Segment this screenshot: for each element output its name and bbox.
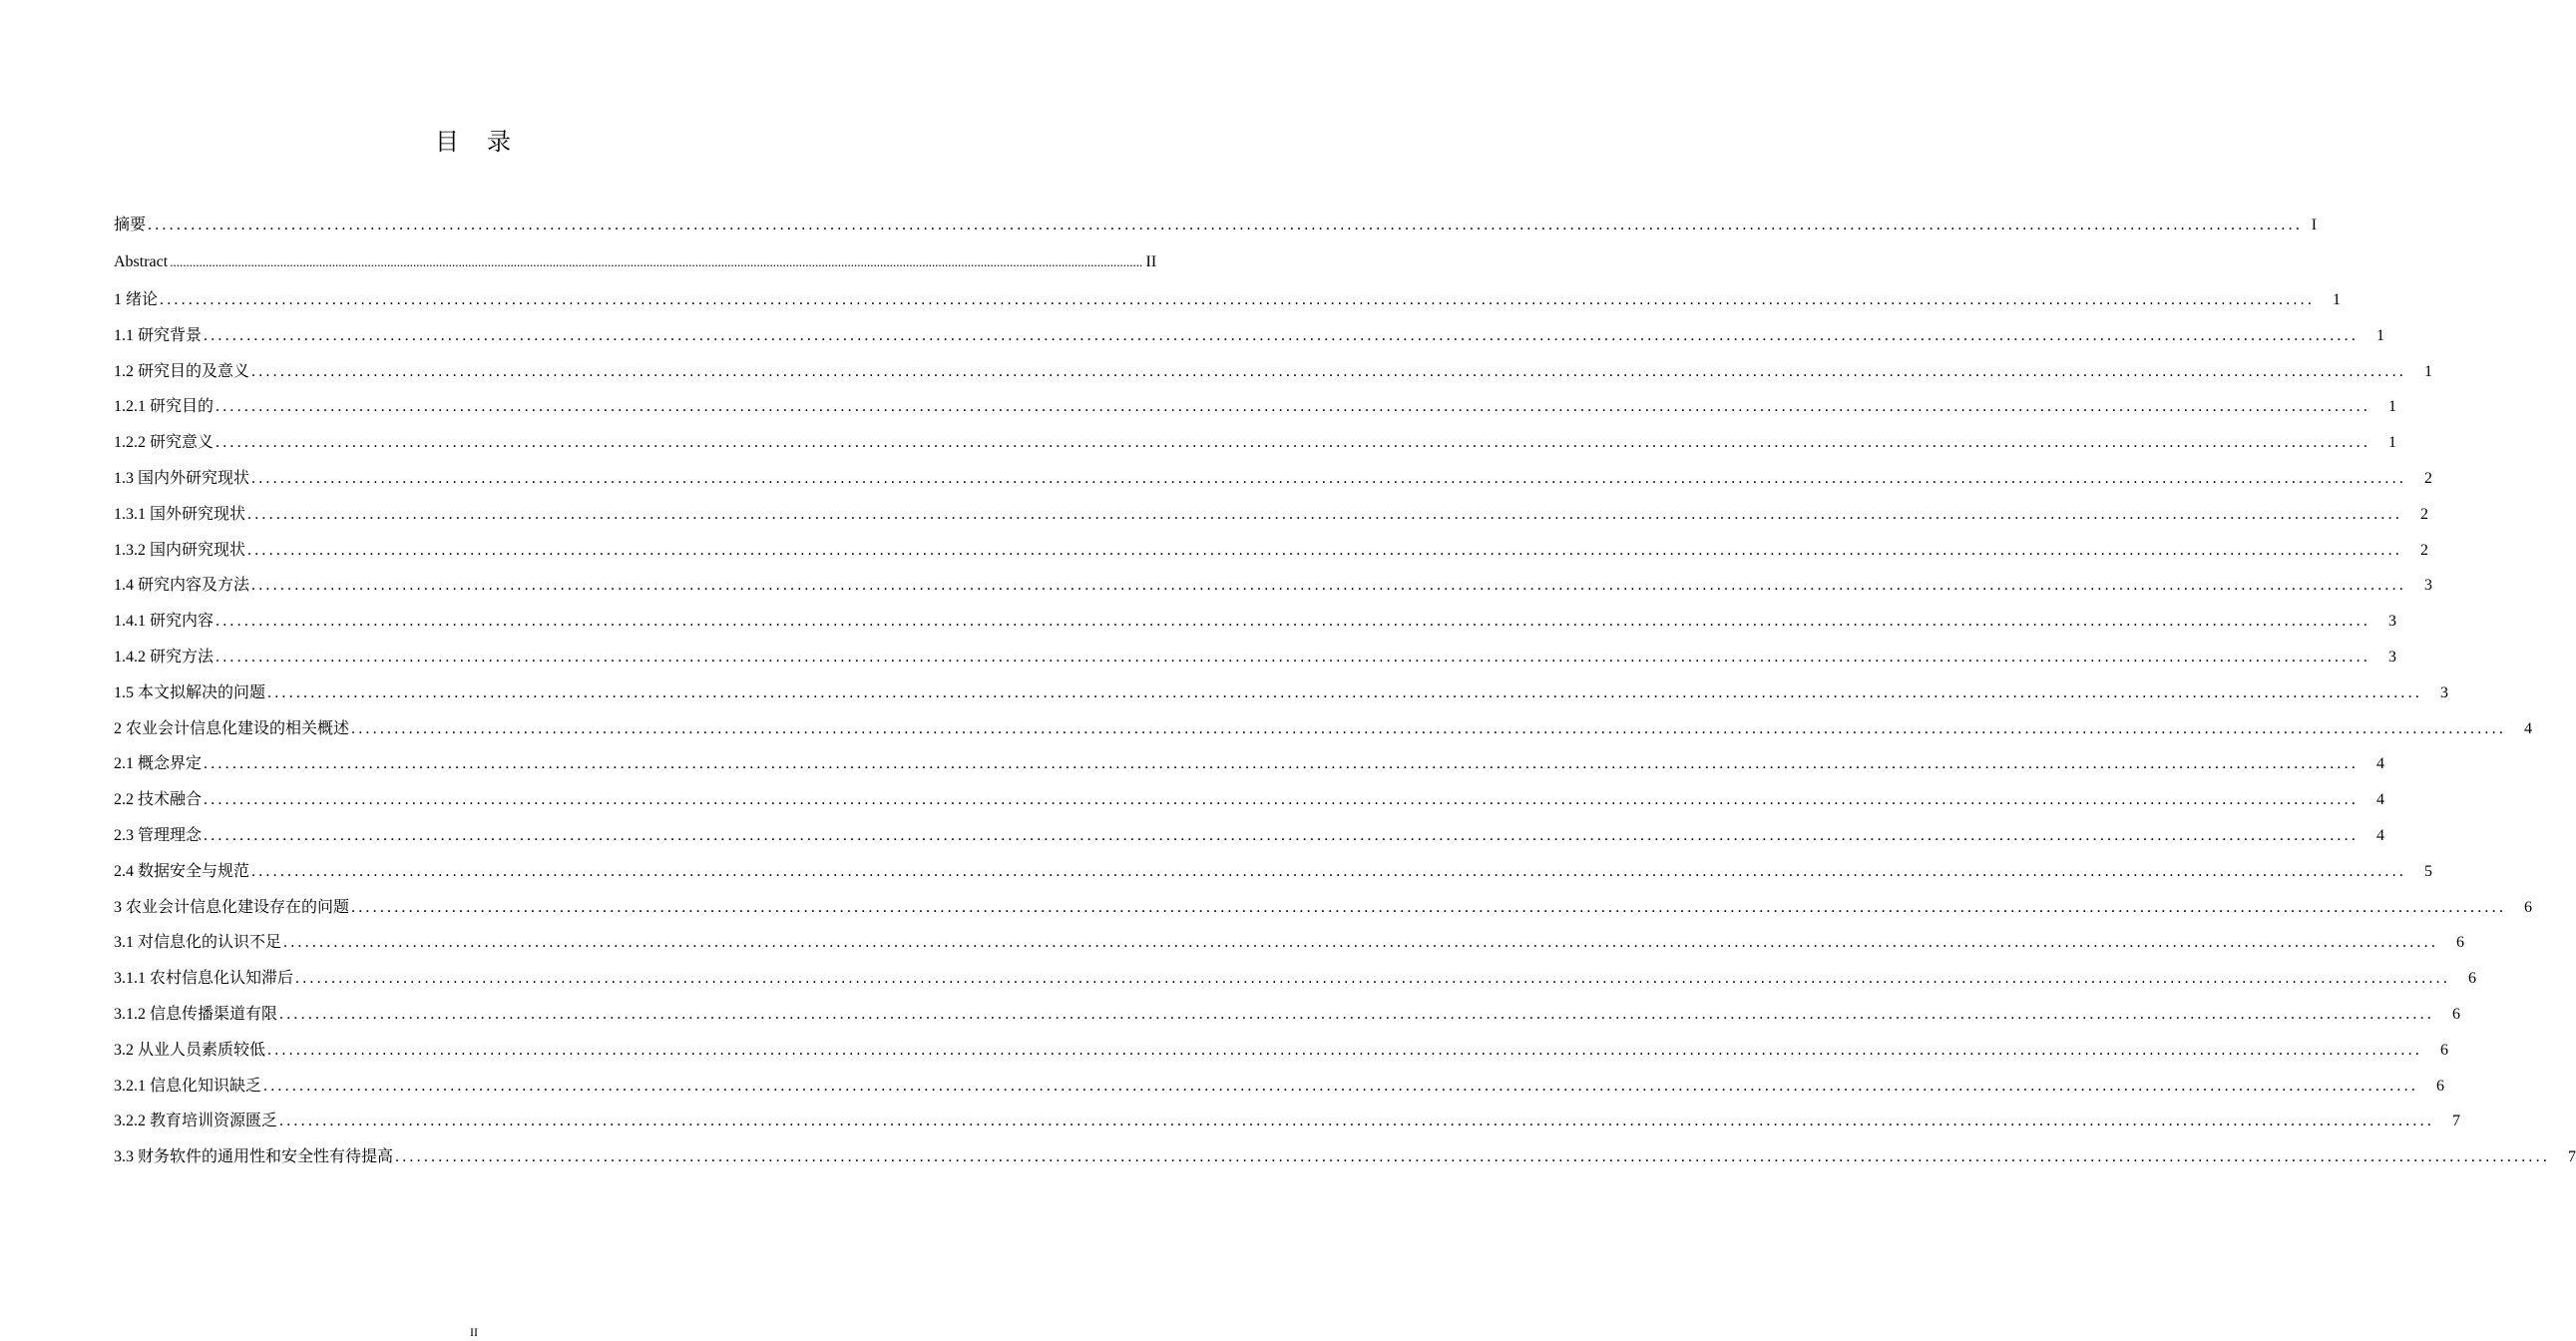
toc-leader-dots: ............................................................................................................................................................................................................................................................................................................ xyxy=(247,541,2403,559)
toc-entry[interactable] xyxy=(114,746,2385,782)
toc-entry-page: 3 xyxy=(2388,613,2397,631)
toc-entry[interactable] xyxy=(114,997,2461,1033)
toc-entry-label: 3.2 从业人员素质较低 xyxy=(114,1041,266,1059)
toc-leader-dots: ............................................................................................................................................................................................................................................................................................................ xyxy=(204,326,2360,344)
toc-leader-dots: ............................................................................................................................................................................................................................................................................................................ xyxy=(215,613,2371,631)
toc-leader-dots: ............................................................................................................................................................................................................................................................................................................ xyxy=(279,1005,2435,1023)
toc-entry[interactable] xyxy=(114,1104,2461,1139)
toc-entry-page: 6 xyxy=(2468,970,2477,988)
toc-entry-page: I xyxy=(2311,217,2318,233)
toc-leader-dots: ............................................................................................................................................................................................................................................................................................................ xyxy=(204,826,2360,844)
toc-entry-label: 2.4 数据安全与规范 xyxy=(114,862,250,880)
toc-entry-label: 3 农业会计信息化建设存在的问题 xyxy=(114,898,350,916)
toc-entry-page: 4 xyxy=(2376,826,2385,844)
toc-entry-page: 2 xyxy=(2420,505,2429,523)
toc-entry-page: 1 xyxy=(2376,326,2385,344)
toc-entry-page: 6 xyxy=(2440,1041,2449,1059)
toc-leader-dots: ............................................................................................................................................................................................................................................................................................................ xyxy=(395,1148,2551,1166)
toc-entry[interactable] xyxy=(114,568,2433,604)
toc-leader-dots: ............................................................................................................................................................................................................................................................................................................ xyxy=(267,683,2423,701)
toc-entry-label: 3.1.2 信息传播渠道有限 xyxy=(114,1005,278,1023)
toc-entry-page: 1 xyxy=(2333,291,2342,308)
toc-entry-page: 3 xyxy=(2388,648,2397,666)
page-title: 目 录 xyxy=(435,130,513,156)
toc-entry-page: 4 xyxy=(2376,791,2385,809)
toc-leader-dots: ............................................................................................................................................................................................................................................................................................................ xyxy=(351,719,2507,737)
toc-leader-dots: ............................................................................................................................................................................................................................................................................................................ xyxy=(204,755,2360,773)
toc-entry[interactable] xyxy=(114,318,2385,354)
toc-entry-label: 1.2.2 研究意义 xyxy=(114,434,215,452)
toc-entry-page: 7 xyxy=(2452,1113,2461,1130)
toc-leader-dots: ............................................................................................................................................................................................................................................................................................................ xyxy=(215,648,2371,666)
toc-entry-abstract[interactable] xyxy=(114,242,1157,282)
toc-entry-label: 1 绪论 xyxy=(114,291,159,308)
toc-entry-page: 5 xyxy=(2424,862,2433,880)
toc-leader-dots: ............................................................................................................................................................................................................................................................................................................ xyxy=(160,291,2316,308)
toc-entry[interactable] xyxy=(114,675,2449,711)
toc-entry-label: 1.5 本文拟解决的问题 xyxy=(114,683,266,701)
toc-entry-label: 摘要 xyxy=(114,217,147,233)
toc-entry-label: Abstract xyxy=(114,253,169,270)
toc-leader-dots: ............................................................................................................................................................................................................................................................................................................ xyxy=(170,254,1143,269)
toc-leader-dots: ............................................................................................................................................................................................................................................................................................................ xyxy=(251,577,2407,595)
toc-entry[interactable] xyxy=(114,282,2342,318)
toc-leader-dots: ............................................................................................................................................................................................................................................................................................................ xyxy=(148,217,2304,233)
toc-entry[interactable] xyxy=(114,890,2533,926)
toc-entry-label: 3.2.2 教育培训资源匮乏 xyxy=(114,1113,278,1130)
toc-leader-dots: ............................................................................................................................................................................................................................................................................................................ xyxy=(251,469,2407,487)
toc-leader-dots: ............................................................................................................................................................................................................................................................................................................ xyxy=(251,362,2407,380)
toc-leader-dots: ............................................................................................................................................................................................................................................................................................................ xyxy=(295,970,2451,988)
toc-entry[interactable] xyxy=(114,818,2385,854)
page-number: II xyxy=(470,1325,478,1339)
toc-entry[interactable] xyxy=(114,389,2397,425)
toc-entry[interactable] xyxy=(114,461,2433,497)
toc-leader-dots: ............................................................................................................................................................................................................................................................................................................ xyxy=(263,1077,2419,1095)
toc-entry-label: 1.3.1 国外研究现状 xyxy=(114,505,246,523)
toc-entry-label: 1.4.1 研究内容 xyxy=(114,613,215,631)
toc-entry-label: 2.2 技术融合 xyxy=(114,791,203,809)
toc-entry[interactable] xyxy=(114,782,2385,818)
toc-entry[interactable] xyxy=(114,1033,2449,1069)
toc-entry-page: 6 xyxy=(2456,934,2465,952)
toc-entry[interactable] xyxy=(114,961,2477,997)
toc-entry[interactable] xyxy=(114,533,2429,569)
toc-entry[interactable] xyxy=(114,497,2429,533)
toc-entry-page: 6 xyxy=(2436,1077,2445,1095)
toc-entry[interactable] xyxy=(114,925,2465,961)
toc-entry-label: 1.3.2 国内研究现状 xyxy=(114,541,246,559)
toc-entry-page: 4 xyxy=(2376,755,2385,773)
toc-entry[interactable] xyxy=(114,854,2433,890)
toc-entry[interactable] xyxy=(114,354,2433,390)
table-of-contents xyxy=(114,209,2576,1175)
toc-entry-page: 1 xyxy=(2388,434,2397,452)
toc-entry[interactable] xyxy=(114,1139,2576,1175)
toc-entry-page: 3 xyxy=(2440,683,2449,701)
toc-entry-page: II xyxy=(1145,253,1157,270)
toc-entry[interactable] xyxy=(114,1069,2445,1105)
toc-entry-page: 4 xyxy=(2524,719,2533,737)
toc-entry-label: 3.3 财务软件的通用性和安全性有待提高 xyxy=(114,1148,394,1166)
toc-entry-label: 2 农业会计信息化建设的相关概述 xyxy=(114,719,350,737)
toc-leader-dots: ............................................................................................................................................................................................................................................................................................................ xyxy=(251,862,2407,880)
toc-entry-page: 1 xyxy=(2388,398,2397,416)
toc-entry-summary[interactable] xyxy=(114,209,2318,242)
toc-entry-label: 3.1 对信息化的认识不足 xyxy=(114,934,282,952)
toc-entry-label: 1.2 研究目的及意义 xyxy=(114,362,250,380)
toc-entry-label: 1.3 国内外研究现状 xyxy=(114,469,250,487)
toc-entry-page: 2 xyxy=(2424,469,2433,487)
toc-entry[interactable] xyxy=(114,711,2533,747)
toc-leader-dots: ............................................................................................................................................................................................................................................................................................................ xyxy=(279,1113,2435,1130)
toc-leader-dots: ............................................................................................................................................................................................................................................................................................................ xyxy=(351,898,2507,916)
toc-leader-dots: ............................................................................................................................................................................................................................................................................................................ xyxy=(204,791,2360,809)
toc-entry-label: 1.4 研究内容及方法 xyxy=(114,577,250,595)
toc-entry-label: 3.1.1 农村信息化认知滞后 xyxy=(114,970,294,988)
toc-entry-label: 2.1 概念界定 xyxy=(114,755,203,773)
toc-entry-page: 6 xyxy=(2524,898,2533,916)
toc-entry-label: 1.2.1 研究目的 xyxy=(114,398,215,416)
toc-entry-page: 6 xyxy=(2452,1005,2461,1023)
toc-entry-label: 2.3 管理理念 xyxy=(114,826,203,844)
toc-leader-dots: ............................................................................................................................................................................................................................................................................................................ xyxy=(267,1041,2423,1059)
toc-entry-page: 7 xyxy=(2568,1148,2576,1166)
toc-entry[interactable] xyxy=(114,425,2397,461)
toc-entry-page: 3 xyxy=(2424,577,2433,595)
toc-leader-dots: ............................................................................................................................................................................................................................................................................................................ xyxy=(247,505,2403,523)
toc-entry[interactable] xyxy=(114,604,2397,640)
toc-leader-dots: ............................................................................................................................................................................................................................................................................................................ xyxy=(215,434,2371,452)
toc-entry-label: 1.4.2 研究方法 xyxy=(114,648,215,666)
toc-entry[interactable] xyxy=(114,640,2397,675)
toc-entry-page: 1 xyxy=(2424,362,2433,380)
toc-entry-label: 1.1 研究背景 xyxy=(114,326,203,344)
toc-entry-page: 2 xyxy=(2420,541,2429,559)
toc-entry-label: 3.2.1 信息化知识缺乏 xyxy=(114,1077,262,1095)
toc-leader-dots: ............................................................................................................................................................................................................................................................................................................ xyxy=(283,934,2439,952)
toc-leader-dots: ............................................................................................................................................................................................................................................................................................................ xyxy=(215,398,2371,416)
